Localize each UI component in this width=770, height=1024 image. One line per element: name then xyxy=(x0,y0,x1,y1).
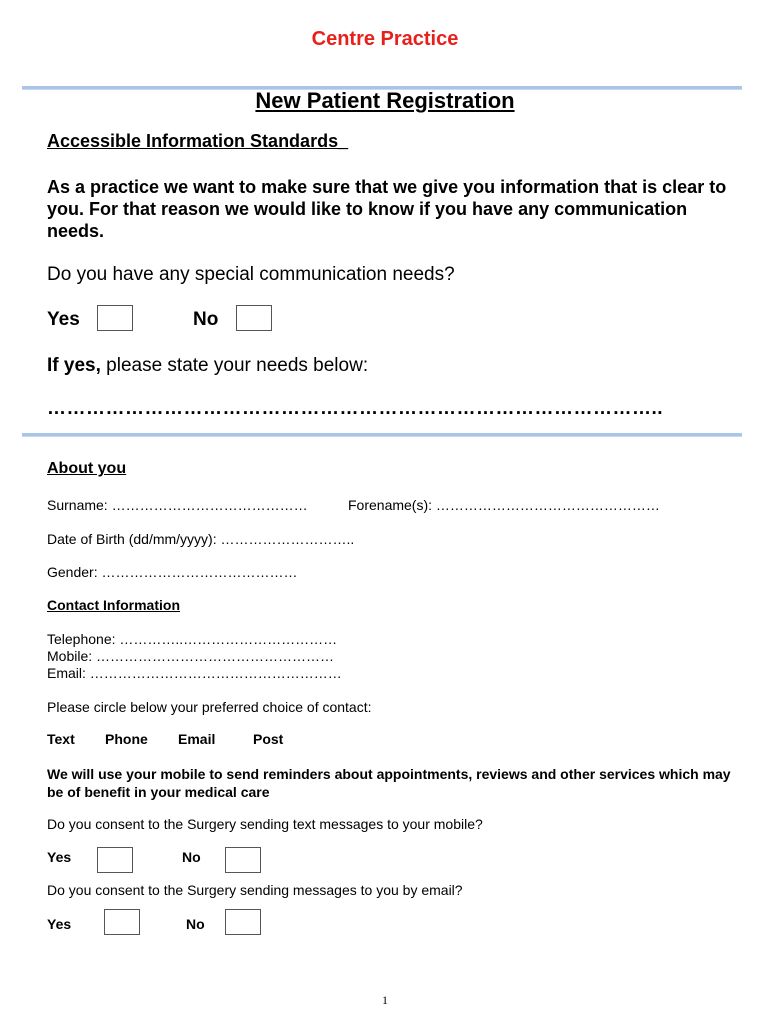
divider-middle xyxy=(22,433,742,437)
about-you-heading: About you xyxy=(47,460,127,477)
needs-no-checkbox[interactable] xyxy=(236,305,272,331)
method-email[interactable]: Email xyxy=(178,731,216,747)
email-no-label: No xyxy=(186,916,205,932)
telephone-field[interactable]: Telephone: …………..…………………………… xyxy=(47,631,338,647)
sms-yes-checkbox[interactable] xyxy=(97,847,133,873)
communication-needs-question: Do you have any special communication needs? xyxy=(47,264,455,285)
needs-yes-checkbox[interactable] xyxy=(97,305,133,331)
if-yes-rest: please state your needs below: xyxy=(100,355,369,376)
email-consent-question: Do you consent to the Surgery sending messages to you by email? xyxy=(47,882,463,898)
method-phone[interactable]: Phone xyxy=(105,731,148,747)
sms-no-checkbox[interactable] xyxy=(225,847,261,873)
method-post[interactable]: Post xyxy=(253,731,284,747)
accessibility-heading: Accessible Information Standards_ xyxy=(47,131,349,151)
forename-field[interactable]: Forename(s): ………………………………………… xyxy=(348,497,660,513)
surname-field[interactable]: Surname: …………………………………… xyxy=(47,497,308,513)
mobile-field[interactable]: Mobile: …………………………………………… xyxy=(47,648,335,664)
page-title: New Patient Registration xyxy=(255,88,515,113)
if-yes-bold: If yes, xyxy=(47,355,101,376)
email-yes-checkbox[interactable] xyxy=(104,909,140,935)
email-yes-label: Yes xyxy=(47,916,72,932)
needs-no-label: No xyxy=(193,309,219,330)
sms-consent-question: Do you consent to the Surgery sending text messages to your mobile? xyxy=(47,816,483,832)
sms-no-label: No xyxy=(182,849,201,865)
if-yes-instruction xyxy=(47,355,368,377)
mobile-reminder-notice: We will use your mobile to send reminders about appointments, reviews and other services which may be of benefit in your medical care xyxy=(47,766,731,800)
page-number: 1 xyxy=(382,993,388,1007)
accessibility-intro: As a practice we want to make sure that we give you information that is clear to you. For that reason we would like to know if you have any communication needs. xyxy=(47,177,727,241)
gender-field[interactable]: Gender: …………………………………… xyxy=(47,564,298,580)
contact-heading: Contact Information xyxy=(47,597,180,613)
dob-field[interactable]: Date of Birth (dd/mm/yyyy): ……………………….. xyxy=(47,531,355,547)
email-no-checkbox[interactable] xyxy=(225,909,261,935)
contact-preference-prompt: Please circle below your preferred choice of contact: xyxy=(47,699,372,715)
needs-answer-field[interactable]: ………………………………………………………………………………….. xyxy=(47,398,664,419)
sms-yes-label: Yes xyxy=(47,849,72,865)
needs-yes-label: Yes xyxy=(47,309,80,330)
email-field[interactable]: Email: ……………………………………………… xyxy=(47,665,342,681)
practice-name: Centre Practice xyxy=(311,28,459,50)
method-text[interactable]: Text xyxy=(47,731,75,747)
